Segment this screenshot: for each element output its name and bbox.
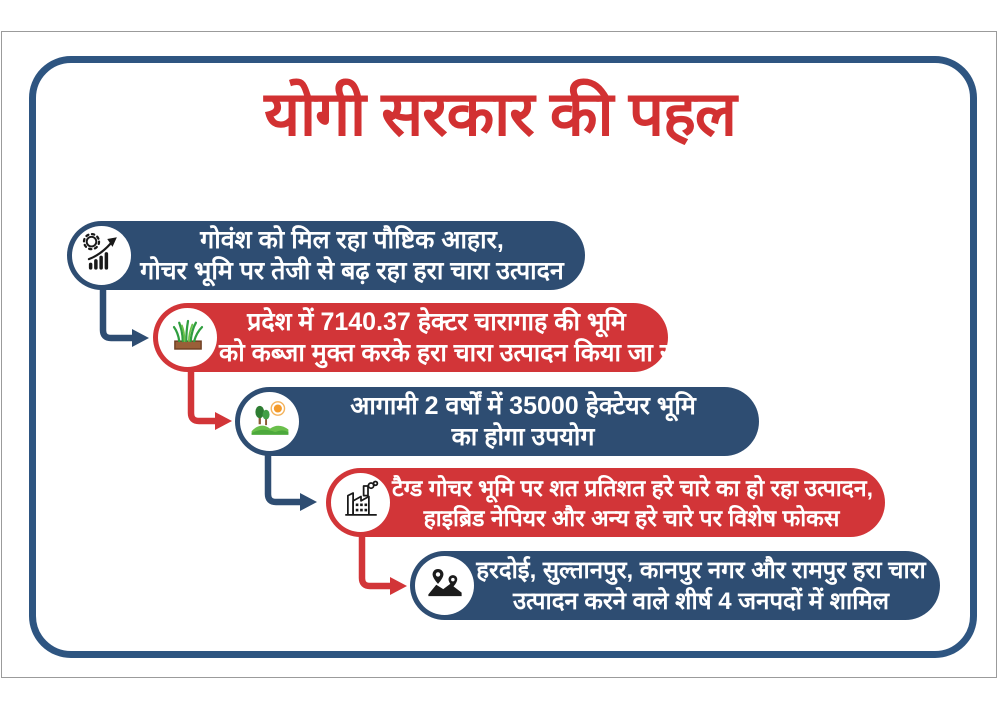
item-3-text (301, 391, 745, 453)
item-5-line2: उत्पादन करने वाले शीर्ष 4 जनपदों में शामिल (512, 587, 890, 615)
item-1-line2: गोचर भूमि पर तेजी से बढ़ रहा हरा चारा उत्पादन (140, 256, 564, 285)
item-3-pill (235, 387, 759, 456)
item-4-line2: हाइब्रिड नेपियर और अन्य हरे चारे पर विशेष फोकस (423, 504, 840, 531)
item-2-pill (153, 303, 690, 372)
item-1-text (133, 225, 571, 287)
item-1-pill (67, 221, 585, 290)
item-4-text (392, 473, 874, 533)
item-4-line1: टैग्ड गोचर भूमि पर शत प्रतिशत हरे चारे का हो रहा उत्पादन, (392, 474, 874, 501)
item-4-pill (326, 468, 885, 537)
item-2-line1: प्रदेश में 7140.37 हेक्टर चारागाह की भूमि (247, 307, 626, 336)
item-5-text (476, 555, 926, 617)
item-4-icon-circle (331, 473, 390, 532)
page-title: योगी सरकार की पहल (264, 80, 736, 149)
item-3-line2: का होगा उपयोग (451, 422, 595, 451)
grass-icon (167, 314, 209, 361)
factory-icon (340, 479, 382, 526)
item-5-pill (410, 551, 940, 620)
item-5-icon-circle (415, 556, 474, 615)
item-2-line2: को कब्जा मुक्त करके हरा चारा उत्पादन किया जा रहा (219, 338, 690, 367)
item-1-icon-circle (72, 226, 131, 285)
item-1-line1: गोवंश को मिल रहा पौष्टिक आहार, (200, 225, 504, 254)
item-5-line1: हरदोई, सुल्तानपुर, कानपुर नगर और रामपुर हरा चारा (476, 556, 926, 584)
item-2-text (219, 307, 690, 369)
growth-chart-icon (81, 232, 123, 279)
item-3-line1: आगामी 2 वर्षों में 35000 हेक्टेयर भूमि (350, 391, 696, 420)
map-icon (424, 562, 466, 609)
item-3-icon-circle (240, 392, 299, 451)
item-2-icon-circle (158, 308, 217, 367)
landscape-icon (249, 398, 291, 445)
